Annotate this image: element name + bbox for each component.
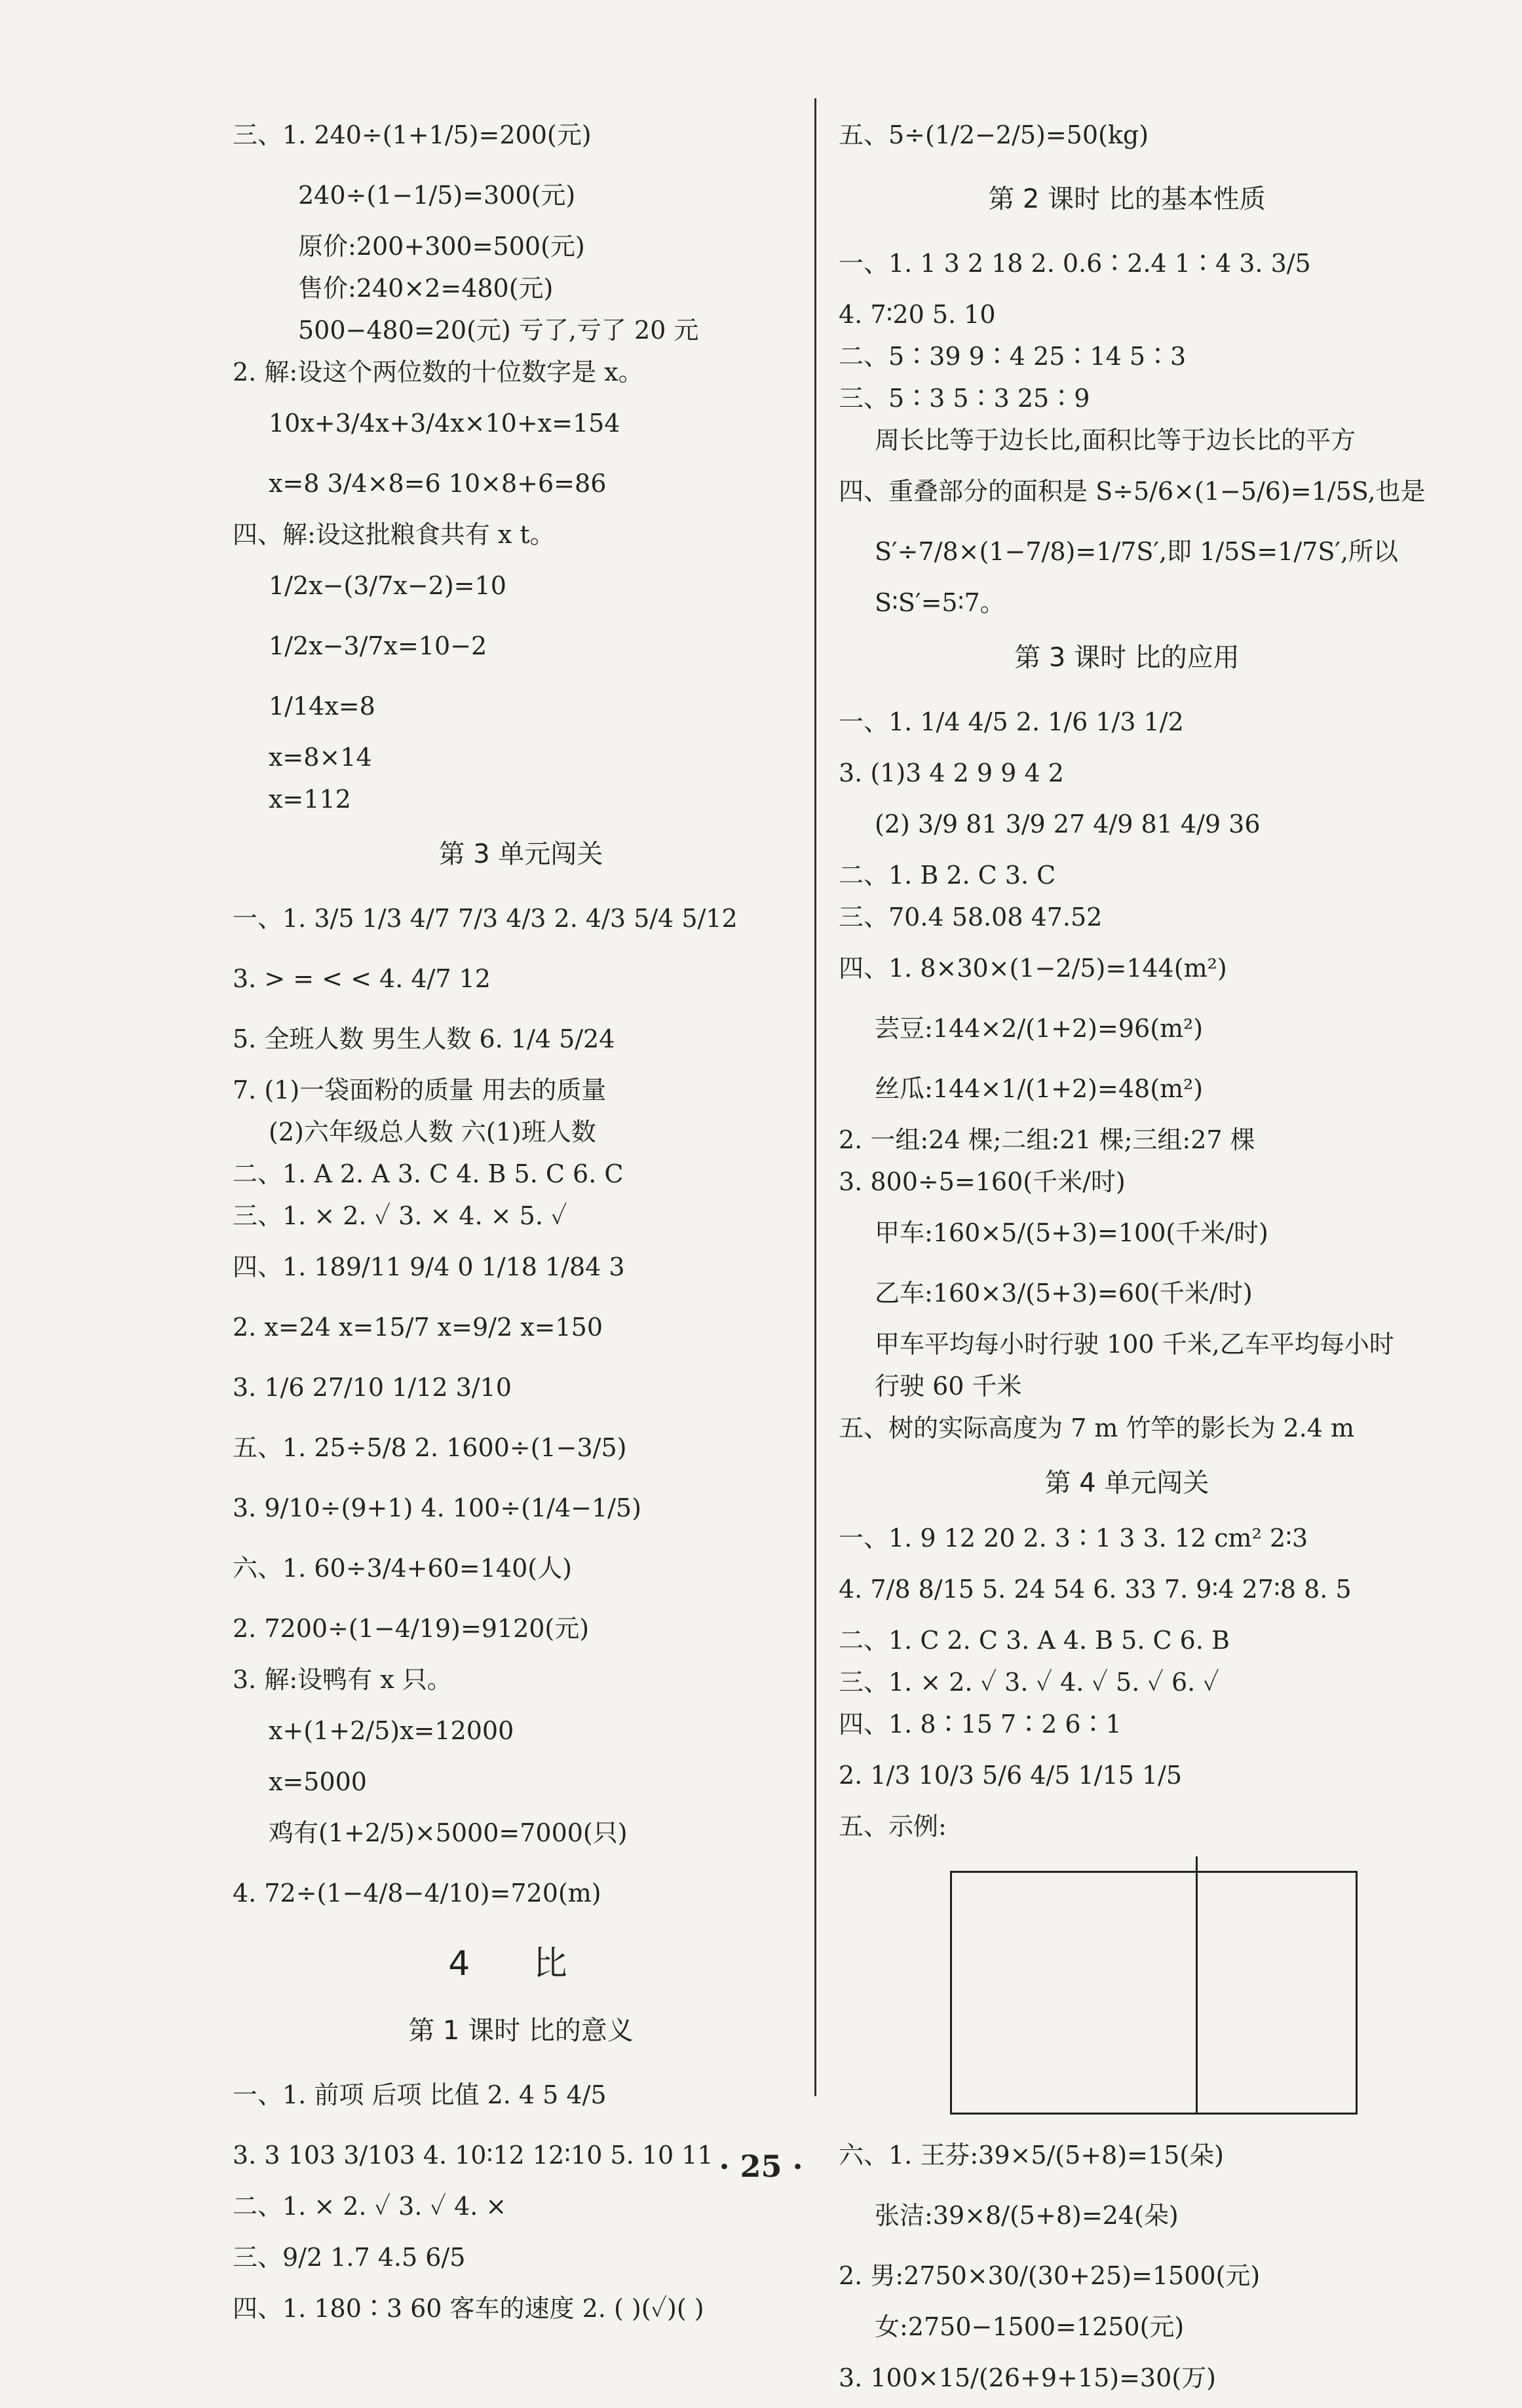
answer-line: 3. (1)3 4 2 9 9 4 2 xyxy=(839,759,1064,787)
answer-line: 芸豆:144×2/(1+2)=96(m²) xyxy=(875,1014,1204,1043)
answer-line: 五、示例: xyxy=(839,1812,947,1841)
column-divider xyxy=(814,98,816,2096)
answer-line: 张洁:39×8/(5+8)=24(朵) xyxy=(875,2201,1179,2230)
answer-line: x=8×14 xyxy=(269,743,372,772)
answer-line: 五、1. 25÷5/8 2. 1600÷(1−3/5) xyxy=(233,1433,627,1462)
answer-line: 4. 7∶20 5. 10 xyxy=(839,300,996,329)
answer-line: 3. 解:设鸭有 x 只。 xyxy=(233,1665,452,1694)
answer-line: 1/14x=8 xyxy=(269,692,375,721)
answer-line: 2. 7200÷(1−4/19)=9120(元) xyxy=(233,1614,590,1643)
answer-line: 四、1. 8∶15 7∶2 6∶1 xyxy=(839,1710,1122,1739)
answer-line: (2) 3/9 81 3/9 27 4/9 81 4/9 36 xyxy=(875,810,1261,838)
section-heading: 4 比 xyxy=(448,1944,594,1984)
example-rectangle-figure xyxy=(950,1856,1356,2112)
answer-line: 一、1. 1/4 4/5 2. 1/6 1/3 1/2 xyxy=(839,707,1184,736)
answer-line: 一、1. 3/5 1/3 4/7 7/3 4/3 2. 4/3 5/4 5/12 xyxy=(233,904,738,933)
answer-line: 鸡有(1+2/5)×5000=7000(只) xyxy=(269,1818,628,1847)
answer-line: 乙车:160×3/(5+3)=60(千米/时) xyxy=(875,1279,1253,1307)
answer-line: 一、1. 1 3 2 18 2. 0.6∶2.4 1∶4 3. 3/5 xyxy=(839,249,1311,278)
left-column xyxy=(233,105,809,2329)
page-number: · 25 · xyxy=(719,2149,803,2184)
answer-line: 二、1. × 2. ✓ 3. ✓ 4. × xyxy=(233,2192,507,2221)
answer-line: 3. 800÷5=160(千米/时) xyxy=(839,1167,1126,1196)
answer-line: x=5000 xyxy=(269,1767,367,1796)
section-heading: 第 4 单元闯关 xyxy=(1044,1468,1209,1498)
answer-line: 女:2750−1500=1250(元) xyxy=(875,2312,1185,2341)
answer-line: x+(1+2/5)x=12000 xyxy=(269,1716,514,1745)
answer-line: 二、1. C 2. C 3. A 4. B 5. C 6. B xyxy=(839,1626,1230,1655)
answer-line: 2. x=24 x=15/7 x=9/2 x=150 xyxy=(233,1313,603,1342)
answer-line: 二、1. B 2. C 3. C xyxy=(839,861,1056,890)
section-heading: 第 3 单元闯关 xyxy=(438,839,603,869)
answer-line: 5. 全班人数 男生人数 6. 1/4 5/24 xyxy=(233,1025,615,1053)
rectangle-shape xyxy=(950,1871,1358,2115)
answer-line: 五、树的实际高度为 7 m 竹竿的影长为 2.4 m xyxy=(839,1414,1355,1442)
answer-line: 2. 男:2750×30/(30+25)=1500(元) xyxy=(839,2261,1261,2290)
answer-line: 四、1. 189/11 9/4 0 1/18 1/84 3 xyxy=(233,1252,625,1281)
answer-line: 1/2x−3/7x=10−2 xyxy=(269,631,487,660)
answer-line: 500−480=20(元) 亏了,亏了 20 元 xyxy=(298,316,699,345)
answer-line: 五、5÷(1/2−2/5)=50(kg) xyxy=(839,121,1149,149)
answer-line: 售价:240×2=480(元) xyxy=(298,274,554,303)
answer-line: 2. 解:设这个两位数的十位数字是 x。 xyxy=(233,358,643,386)
answer-line: 3. 100×15/(26+9+15)=30(万) xyxy=(839,2363,1216,2392)
answer-line: 二、1. A 2. A 3. C 4. B 5. C 6. C xyxy=(233,1159,624,1188)
answer-line: 7. (1)一袋面粉的质量 用去的质量 xyxy=(233,1076,607,1104)
answer-line: 四、解:设这批粮食共有 x t。 xyxy=(233,520,555,549)
answer-line: 周长比等于边长比,面积比等于边长比的平方 xyxy=(875,426,1356,455)
answer-line: 行驶 60 千米 xyxy=(875,1372,1022,1401)
answer-line: x=112 xyxy=(269,785,351,814)
section-heading: 第 2 课时 比的基本性质 xyxy=(988,184,1266,214)
answer-line: S∶S′=5∶7。 xyxy=(875,588,1005,617)
answer-line: 1/2x−(3/7x−2)=10 xyxy=(269,571,506,600)
answer-line: 三、9/2 1.7 4.5 6/5 xyxy=(233,2243,466,2272)
answer-line: 一、1. 前项 后项 比值 2. 4 5 4/5 xyxy=(233,2080,607,2109)
answer-line: 甲车平均每小时行驶 100 千米,乙车平均每小时 xyxy=(875,1330,1394,1359)
answer-line: 2. 一组:24 棵;二组:21 棵;三组:27 棵 xyxy=(839,1125,1255,1154)
answer-line: 4. 72÷(1−4/8−4/10)=720(m) xyxy=(233,1879,601,1908)
section-heading: 第 3 课时 比的应用 xyxy=(1014,643,1240,673)
answer-line: 3. > = < < 4. 4/7 12 xyxy=(233,964,491,993)
answer-line: 4. 7/8 8/15 5. 24 54 6. 33 7. 9∶4 27∶8 8. 5 xyxy=(839,1575,1352,1604)
answer-line: 原价:200+300=500(元) xyxy=(298,232,585,261)
answer-line: 10x+3/4x+3/4x×10+x=154 xyxy=(269,409,620,438)
answer-line: x=8 3/4×8=6 10×8+6=86 xyxy=(269,469,607,498)
answer-line: 四、重叠部分的面积是 S÷5/6×(1−5/6)=1/5S,也是 xyxy=(839,477,1426,506)
answer-line: 2. 1/3 10/3 5/6 4/5 1/15 1/5 xyxy=(839,1761,1183,1790)
answer-line: 六、1. 60÷3/4+60=140(人) xyxy=(233,1554,572,1583)
answer-line: (2)六年级总人数 六(1)班人数 xyxy=(269,1118,596,1146)
answer-line: 四、1. 8×30×(1−2/5)=144(m²) xyxy=(839,954,1227,983)
answer-line: S′÷7/8×(1−7/8)=1/7S′,即 1/5S=1/7S′,所以 xyxy=(875,537,1399,566)
answer-line: 三、5∶3 5∶3 25∶9 xyxy=(839,384,1090,413)
answer-line: 三、1. × 2. ✓ 3. ✓ 4. ✓ 5. ✓ 6. ✓ xyxy=(839,1668,1219,1697)
answer-line: 3. 9/10÷(9+1) 4. 100÷(1/4−1/5) xyxy=(233,1494,641,1522)
right-column xyxy=(839,105,1426,2408)
answer-line: 丝瓜:144×1/(1+2)=48(m²) xyxy=(875,1074,1204,1103)
answer-line: 二、5∶39 9∶4 25∶14 5∶3 xyxy=(839,342,1187,371)
answer-line: 三、1. 240÷(1+1/5)=200(元) xyxy=(233,121,592,149)
answer-line: 三、1. × 2. ✓ 3. × 4. × 5. ✓ xyxy=(233,1201,567,1230)
dividing-line xyxy=(1196,1856,1198,2113)
answer-line: 四、1. 180∶3 60 客车的速度 2. ( )(✓)( ) xyxy=(233,2294,704,2323)
answer-line: 六、1. 王芬:39×5/(5+8)=15(朵) xyxy=(839,2141,1224,2170)
answer-line: 一、1. 9 12 20 2. 3∶1 3 3. 12 cm² 2∶3 xyxy=(839,1524,1308,1552)
answer-line: 240÷(1−1/5)=300(元) xyxy=(298,181,576,210)
answer-line: 三、70.4 58.08 47.52 xyxy=(839,903,1103,931)
answer-line: 3. 1/6 27/10 1/12 3/10 xyxy=(233,1373,512,1402)
answer-line: 3. 3 103 3/103 4. 10∶12 12∶10 5. 10 11 xyxy=(233,2141,713,2170)
section-heading: 第 1 课时 比的意义 xyxy=(408,2016,634,2046)
answer-line: 甲车:160×5/(5+3)=100(千米/时) xyxy=(875,1218,1268,1247)
